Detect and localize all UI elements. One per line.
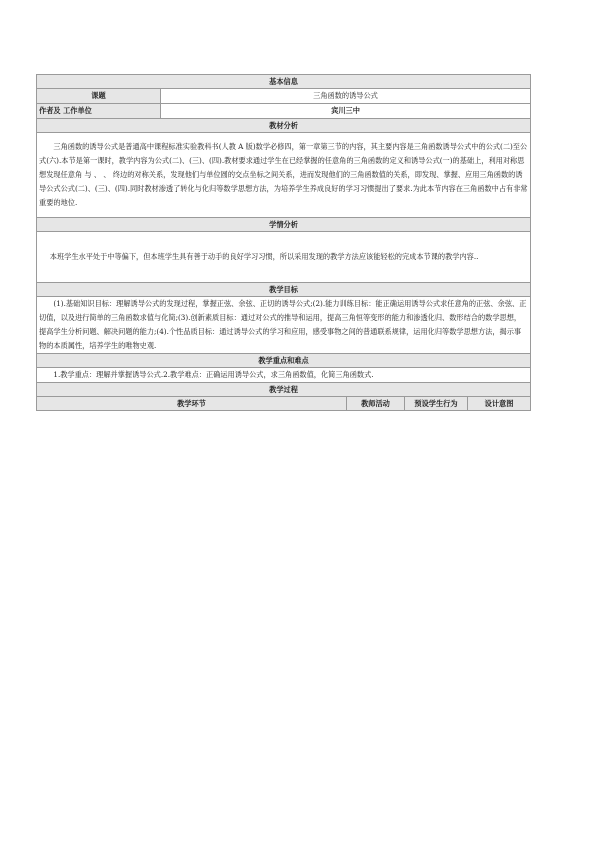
material-analysis-header: 教材分析: [37, 119, 531, 133]
material-analysis-text: 三角函数的诱导公式是普通高中课程标准实验教科书(人教 A 版)数学必修四，第一章第三节的内容，其主要内容是三角函数诱导公式中的公式(二)至公式(六).本节是第一课时，教学内容为公式(二)、(三)、(四).教材要求通过学生在已经掌握的任意角的三角函数的定义和诱导公式(一)的基础上，利用对称思想发现任意角 与 、 、 终边的对称关系，发现他们与单位圆的交点坐标之间关系，进而发现他们的三角函数值的关系，即发现、掌握、应用三角函数的诱导公式公式(二)、(三)、(四).同时教材渗透了转化与化归等数学思想方法，为培养学生养成良好的学习习惯提出了要求.为此本节内容在三角函数中占有非常重要的地位.: [37, 133, 531, 218]
key-points-header: 教学重点和难点: [37, 354, 531, 368]
topic-value: 三角函数的诱导公式: [161, 89, 531, 104]
key-points-text: 1.教学重点：理解并掌握诱导公式.2.教学难点：正确运用诱导公式，求三角函数值，化简三角函数式.: [37, 368, 531, 383]
author-label: 作者及 工作单位: [37, 104, 161, 119]
student-analysis-header: 学情分析: [37, 218, 531, 232]
author-value: 宾川三中: [161, 104, 531, 119]
process-header: 教学过程: [37, 383, 531, 397]
process-col-intent: 设计意图: [468, 397, 531, 411]
topic-label: 课题: [37, 89, 161, 104]
student-analysis-text: 本班学生水平处于中等偏下，但本班学生具有善于动手的良好学习习惯，所以采用发现的教学方法应该能轻松的完成本节课的教学内容..: [37, 232, 531, 283]
teaching-goals-header: 教学目标: [37, 283, 531, 297]
teaching-goals-text: (1).基础知识目标：理解诱导公式的发现过程，掌握正弦、余弦、正切的诱导公式;(2).能力训练目标：能正确运用诱导公式求任意角的正弦、余弦、正切值，以及进行简单的三角函数求值与化简;(3).创新素质目标：通过对公式的推导和运用，提高三角恒等变形的能力和渗透化归、数形结合的数学思想，提高学生分析问题、解决问题的能力;(4).个性品质目标：通过诱导公式的学习和应用，感受事物之间的普通联系规律，运用化归等数学思想方法，揭示事物的本质属性，培养学生的唯物史观.: [37, 297, 531, 354]
process-col-student: 预设学生行为: [405, 397, 468, 411]
process-col-stage: 教学环节: [37, 397, 347, 411]
basic-info-header: 基本信息: [37, 75, 531, 89]
process-col-teacher: 教师活动: [347, 397, 405, 411]
lesson-plan-table: [36, 74, 531, 411]
